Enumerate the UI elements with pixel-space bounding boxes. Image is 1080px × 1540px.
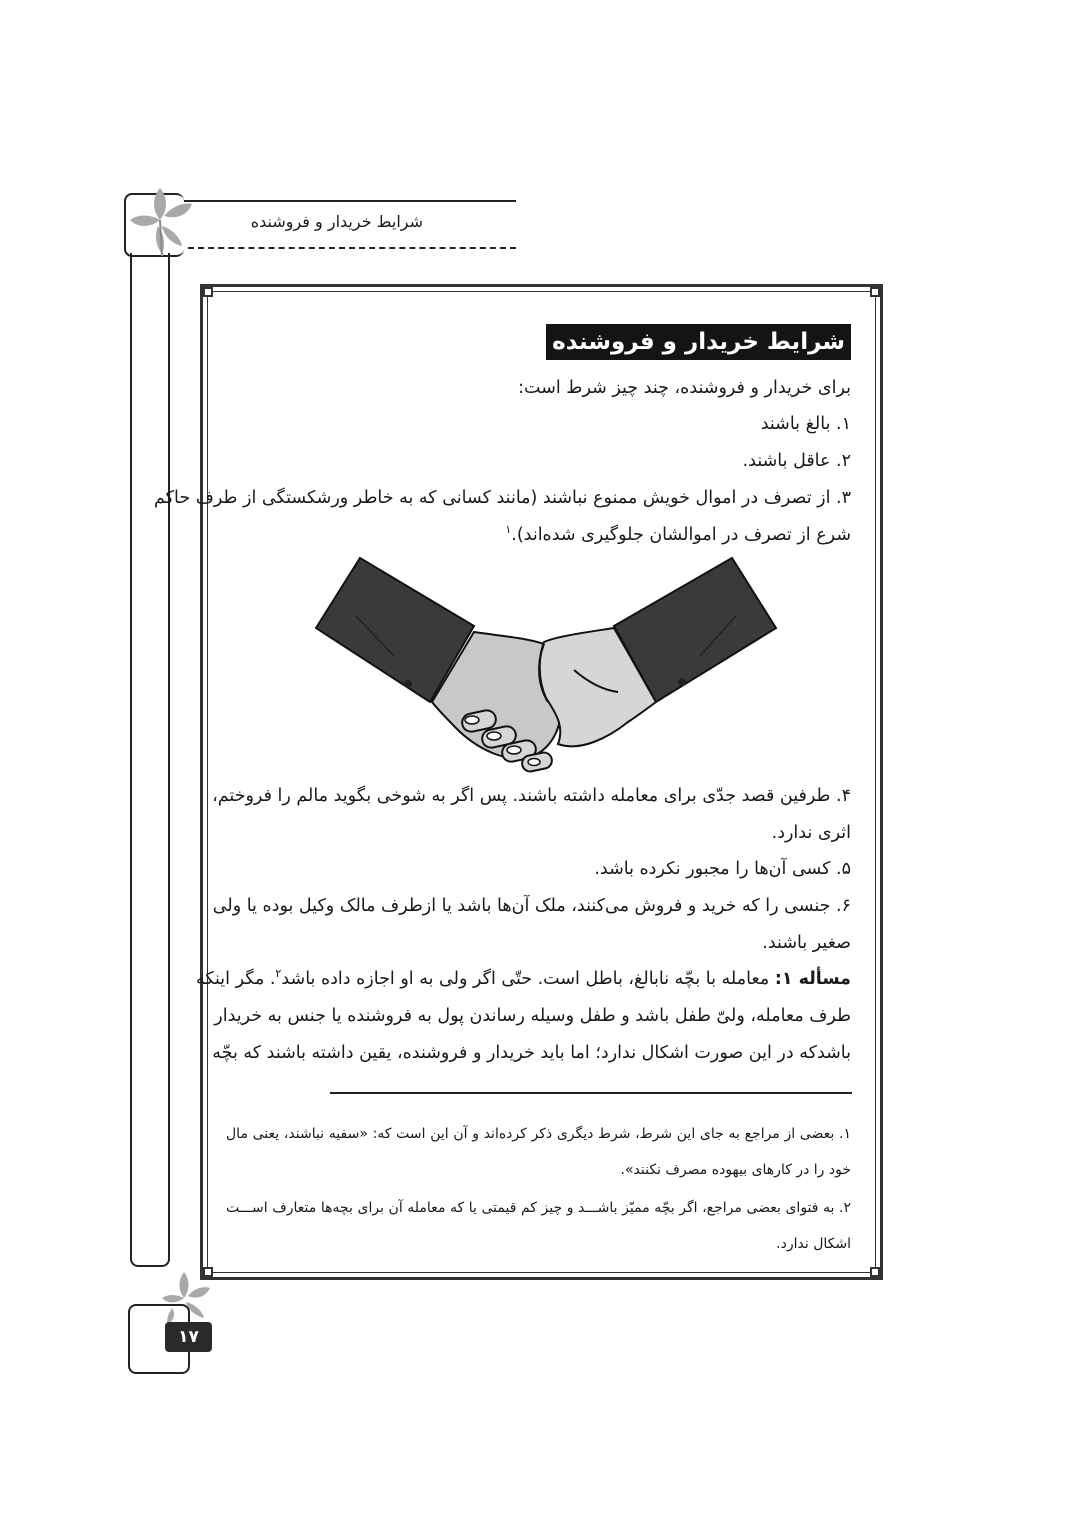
condition-6-line-1: ۶. جنسی را که خرید و فروش می‌کنند، ملک آن‌ها باشد یا ازطرف مالک وکیل بوده یا ولی — [212, 896, 851, 916]
masale-1-line-3: باشدکه در این صورت اشکال ندارد؛ اما باید خریدار و فروشنده، یقین داشته باشند که بچّه — [212, 1043, 851, 1063]
footnote-2-line-1: ۲. به فتوای بعضی مراجع، اگر بچّه ممیّز باشـــد و چیز کم قیمتی یا که معامله آن برای بچه‌ها متعارف اســـت — [226, 1200, 851, 1216]
masale-1-line-1 — [195, 961, 851, 997]
masale-1-line-2: طرف معامله، ولیّ طفل باشد و طفل وسیله رساندن پول به فروشنده یا جنس به خریدار — [214, 1006, 851, 1026]
header-dashed-rule — [178, 247, 516, 249]
footnote-ref-1[interactable]: ۱ — [505, 523, 512, 537]
footnote-1-line-1: ۱. بعضی از مراجع به جای این شرط، شرط دیگری ذکر کرده‌اند و آن این است که: «سفیه نباشند، یعنی مال — [226, 1126, 851, 1142]
masale-label: مسأله ۱: — [774, 969, 851, 989]
masale-text: معامله با بچّه نابالغ، باطل است. حتّی اگر ولی به او اجازه داده باشد — [281, 969, 770, 989]
condition-2: ۲. عاقل باشند. — [742, 451, 851, 471]
footnote-1-line-2: خود را در کارهای بیهوده مصرف نکنند». — [620, 1162, 851, 1178]
footnote-ref-2[interactable]: ۲ — [275, 967, 282, 981]
condition-6-line-2: صغیر باشند. — [762, 933, 851, 953]
condition-3-text: شرع از تصرف در اموالشان جلوگیری شده‌اند). — [511, 525, 851, 545]
intro-paragraph: برای خریدار و فروشنده، چند چیز شرط است: — [518, 378, 851, 398]
section-title: شرایط خریدار و فروشنده — [546, 324, 851, 360]
page-number: ۱۷ — [165, 1322, 212, 1352]
side-rail — [130, 253, 170, 1267]
condition-5: ۵. کسی آن‌ها را مجبور نکرده باشد. — [594, 859, 851, 879]
footnote-2-line-2: اشکال ندارد. — [776, 1236, 851, 1252]
condition-4-line-1: ۴. طرفین قصد جدّی برای معامله داشته باشند. پس اگر به شوخی بگوید مالم را فروختم، — [212, 786, 851, 806]
frame-corner — [203, 287, 213, 297]
masale-tail: . مگر اینکه — [195, 969, 276, 989]
frame-corner — [870, 1267, 880, 1277]
condition-3-line-1: ۳. از تصرف در اموال خویش ممنوع نباشند (مانند کسانی که به خاطر ورشکستگی از طرف حاکم — [154, 488, 851, 508]
handshake-illustration — [312, 552, 780, 782]
condition-1: ۱. بالغ باشند — [760, 414, 851, 434]
condition-4-line-2: اثری ندارد. — [771, 823, 851, 843]
condition-3-line-2 — [226, 517, 851, 553]
header-top-rule — [178, 200, 516, 202]
footnote-rule — [330, 1092, 852, 1094]
frame-corner — [870, 287, 880, 297]
frame-corner — [203, 1267, 213, 1277]
running-header-title: شرایط خریدار و فروشنده — [250, 212, 423, 231]
